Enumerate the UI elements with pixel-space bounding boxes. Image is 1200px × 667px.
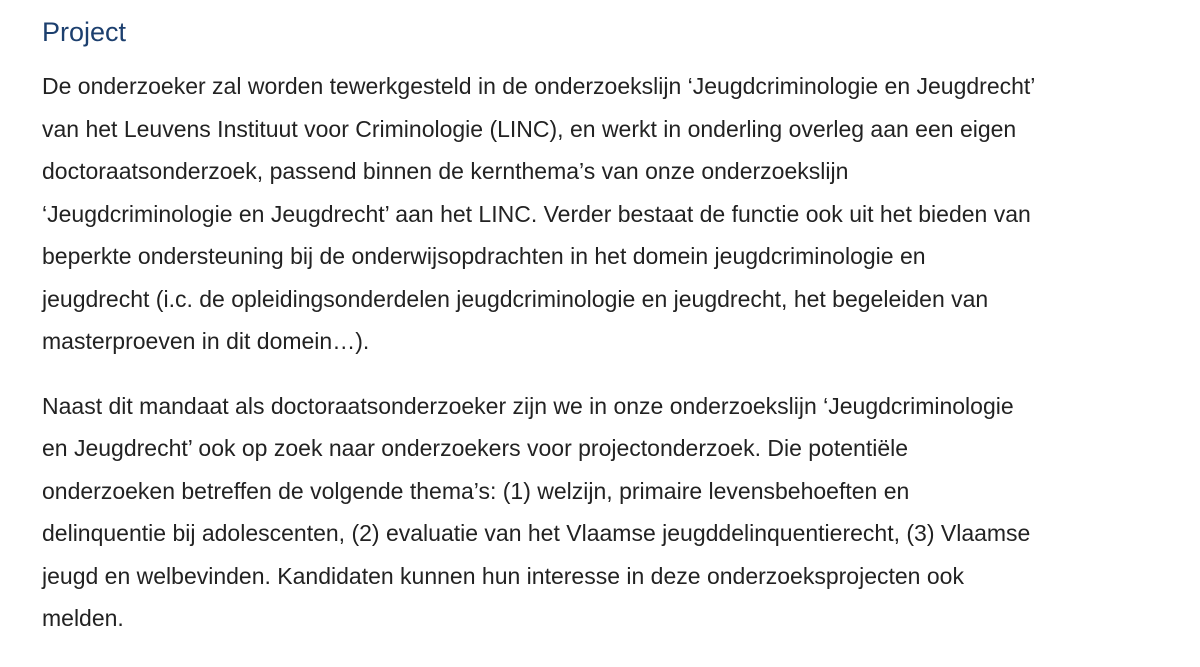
paragraph-line: ‘Jeugdcriminologie en Jeugdrecht’ aan het LINC. Verder bestaat de functie ook uit het bieden van: [42, 200, 1031, 227]
paragraph-project-research: [42, 385, 1182, 640]
paragraph-line: beperkte ondersteuning bij de onderwijsopdrachten in het domein jeugdcriminologie en: [42, 243, 926, 269]
paragraph-line: van het Leuvens Instituut voor Criminologie (LINC), en werkt in onderling overleg aan een eigen: [42, 115, 1017, 142]
paragraph-line: melden.: [42, 605, 124, 631]
paragraph-line: onderzoeken betreffen de volgende thema’s: (1) welzijn, primaire levensbehoeften en: [42, 477, 910, 504]
paragraph-line: doctoraatsonderzoek, passend binnen de kernthema’s van onze onderzoekslijn: [42, 158, 849, 184]
paragraph-doctoral-position: [42, 65, 1182, 363]
project-section: [42, 12, 1182, 640]
section-title: Project: [42, 17, 127, 47]
paragraph-line: De onderzoeker zal worden tewerkgesteld in de onderzoekslijn ‘Jeugdcriminologie en Jeugdrecht’: [42, 73, 1036, 99]
paragraph-line: delinquentie bij adolescenten, (2) evaluatie van het Vlaamse jeugddelinquentierecht, (3) Vlaamse: [42, 520, 1031, 546]
paragraph-line: en Jeugdrecht’ ook op zoek naar onderzoekers voor projectonderzoek. Die potentiële: [42, 435, 909, 461]
paragraph-line: jeugdrecht (i.c. de opleidingsonderdelen jeugdcriminologie en jeugdrecht, het begeleiden van: [42, 285, 989, 312]
paragraph-line: Naast dit mandaat als doctoraatsonderzoeker zijn we in onze onderzoekslijn ‘Jeugdcriminologie: [42, 392, 1014, 419]
paragraph-line: jeugd en welbevinden. Kandidaten kunnen hun interesse in deze onderzoeksprojecten ook: [42, 562, 964, 589]
paragraph-line: masterproeven in dit domein…).: [42, 328, 370, 354]
